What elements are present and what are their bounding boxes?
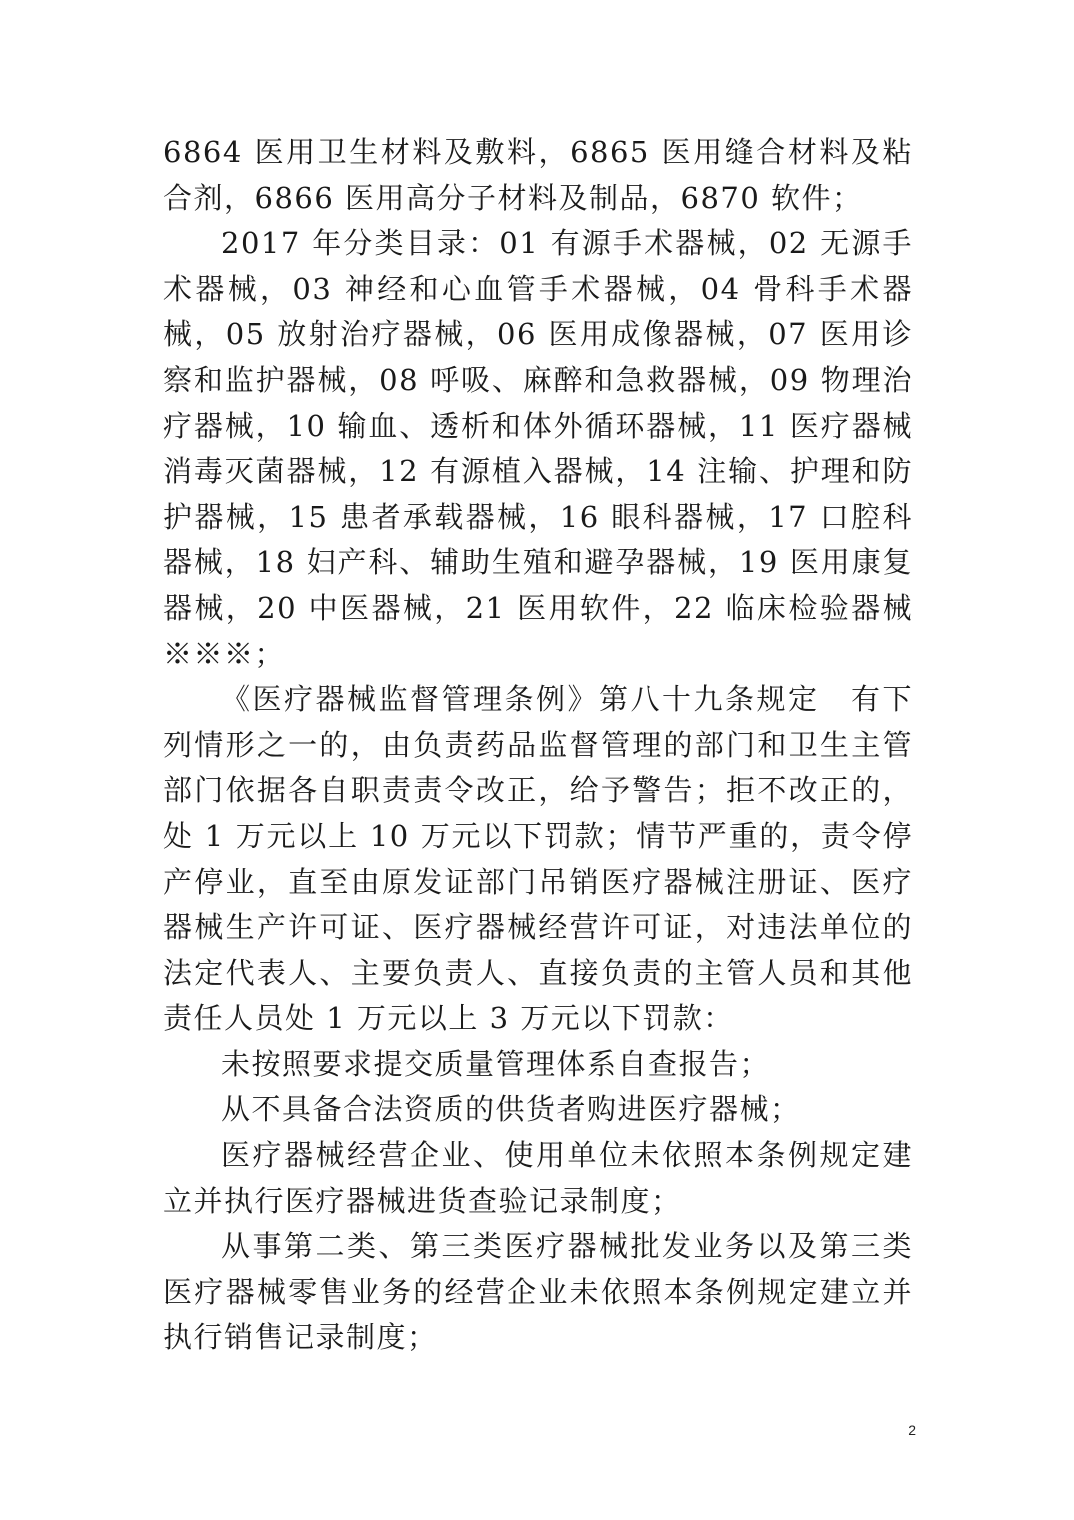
paragraph-item-1: 未按照要求提交质量管理体系自查报告； (221, 1046, 771, 1081)
page-number: 2 (908, 1422, 916, 1438)
paragraph-catalog-2017: 2017 年分类目录：01 有源手术器械，02 无源手术器械，03 神经和心血管手术器械，04 骨科手术器械，05 放射治疗器械，06 医用成像器械，07 医用诊察和监护器械，08 呼吸、麻醉和急救器械，09 物理治疗器械，10 输血、透析和体外循环器械，11 医疗器械消毒灭菌器械，12 有源植入器械，14 注输、护理和防护器械，15 患者承载器械，16 眼科器械，17 口腔科器械，18 妇产科、辅助生殖和避孕器械，19 医用康复器械，20 中医器械，21 医用软件，22 临床检验器械※※※； (163, 226, 913, 671)
paragraph-item-2: 从不具备合法资质的供货者购进医疗器械； (221, 1092, 801, 1127)
paragraph-item-4: 从事第二类、第三类医疗器械批发业务以及第三类医疗器械零售业务的经营企业未依照本条例规定建立并执行销售记录制度； (163, 1229, 913, 1355)
document-body (163, 130, 913, 1361)
paragraph-catalog-1: 6864 医用卫生材料及敷料，6865 医用缝合材料及粘合剂，6866 医用高分子材料及制品，6870 软件； (163, 135, 913, 215)
paragraph-article-89: 《医疗器械监督管理条例》第八十九条规定 有下列情形之一的，由负责药品监督管理的部门和卫生主管部门依据各自职责责令改正，给予警告；拒不改正的，处 1 万元以上 10 万元以下罚款；情节严重的，责令停产停业，直至由原发证部门吊销医疗器械注册证、医疗器械生产许可证、医疗器械经营许可证，对违法单位的法定代表人、主要负责人、直接负责的主管人员和其他责任人员处 1 万元以上 3 万元以下罚款： (163, 682, 913, 1036)
paragraph-item-3: 医疗器械经营企业、使用单位未依照本条例规定建立并执行医疗器械进货查验记录制度； (163, 1138, 913, 1218)
